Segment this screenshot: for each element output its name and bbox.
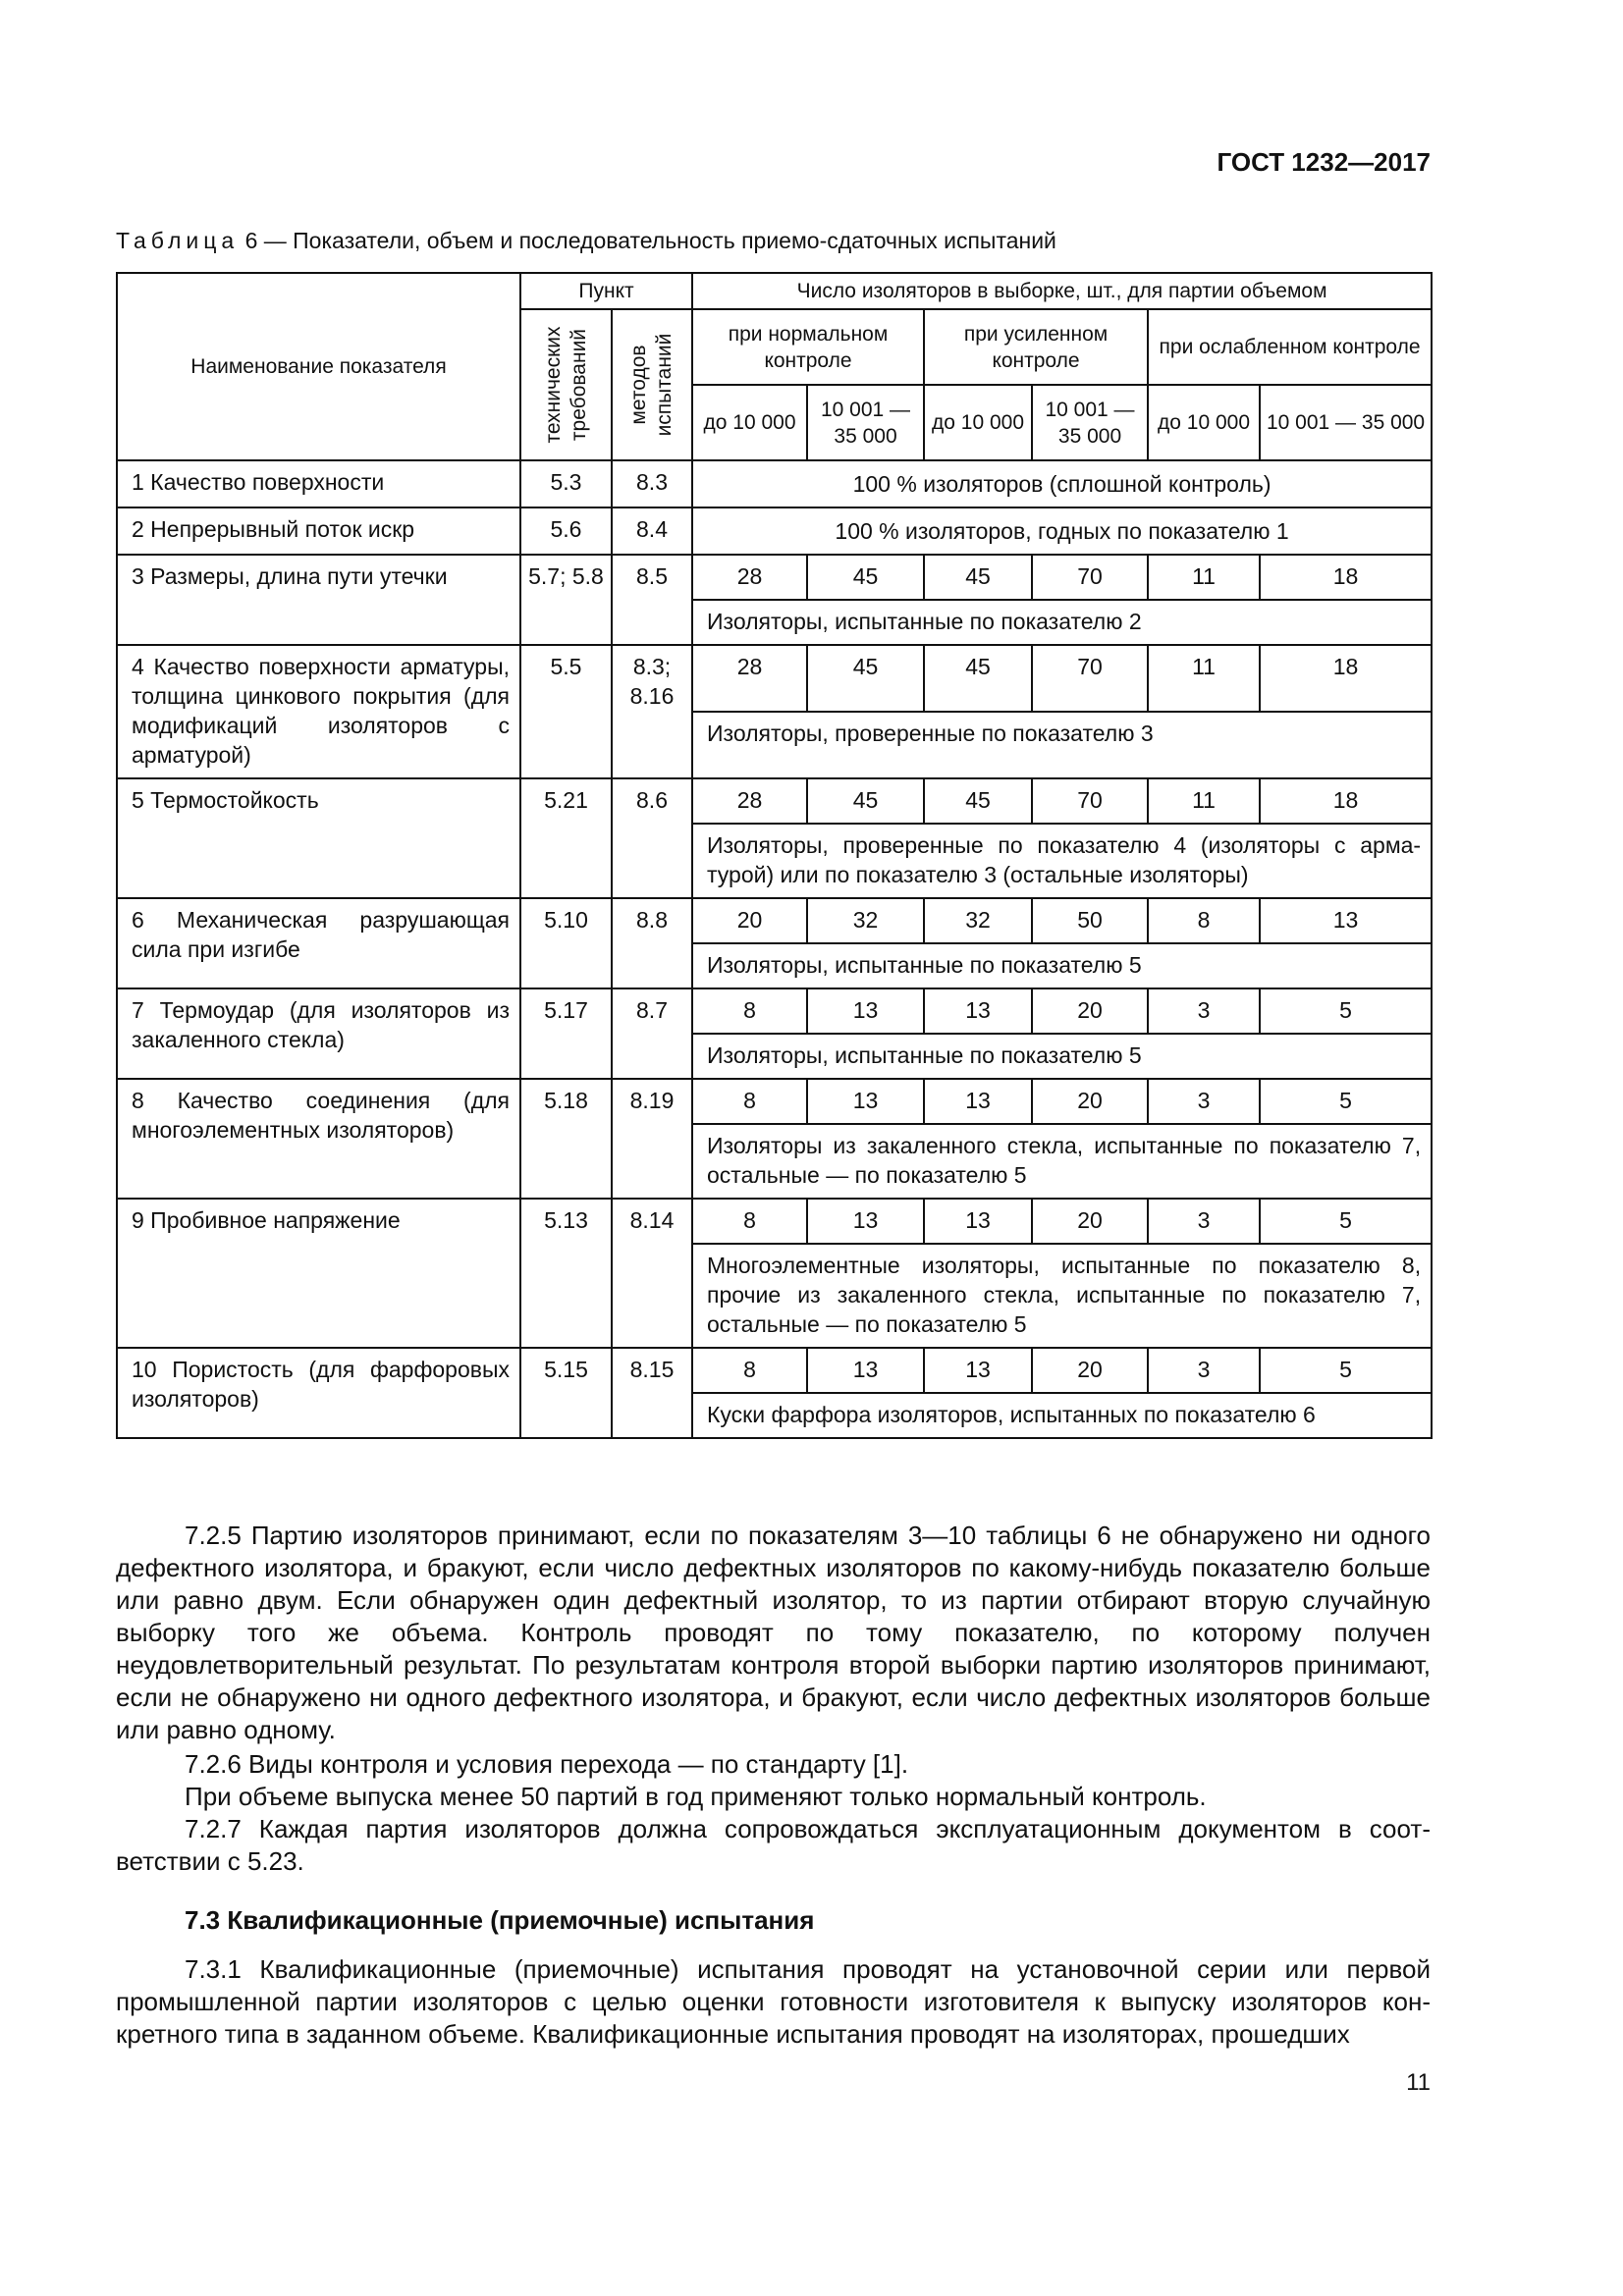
row-sample-count: 45 [924, 555, 1032, 600]
row-sample-note: Изоляторы, испытанные по показателю 2 [692, 600, 1432, 645]
row-sample-count: 13 [924, 1348, 1032, 1393]
row-sample-count: 8 [692, 988, 807, 1034]
row-sample-count: 20 [692, 898, 807, 943]
row-sample-count: 3 [1148, 1348, 1260, 1393]
row-indicator-name: 8 Качество соединения (для многоэлементных изоляторов) [117, 1079, 520, 1199]
header-tightened-control: при усиленном контроле [924, 309, 1148, 385]
table-row [117, 898, 1432, 943]
header-range-large: 10 001 — 35 000 [1260, 385, 1432, 460]
row-sample-count: 8 [1148, 898, 1260, 943]
row-sample-count: 8 [692, 1079, 807, 1124]
row-requirement-clause: 5.10 [520, 898, 612, 988]
row-method-clause: 8.19 [612, 1079, 692, 1199]
row-sample-count: 13 [807, 1348, 924, 1393]
header-reduced-control: при ослабленном контроле [1148, 309, 1432, 385]
row-indicator-name: 6 Механическая разрушающая сила при изгибе [117, 898, 520, 988]
row-indicator-name: 7 Термоудар (для изоляторов из закаленного стекла) [117, 988, 520, 1079]
header-item-requirements: технических требований [520, 309, 612, 460]
paragraph-7-2-5: 7.2.5 Партию изоляторов принимают, если по показателям 3—10 таблицы 6 не обнаружено ни одного дефектного изолятора, и бракуют, если число дефектных изоляторов по какому-нибудь показателю больше или равно двум. Если обнаружен один дефектный изолятор, то из партии отбирают вторую случайную выборку того же объема. Контроль проводят по тому показателю, по которому получен неудовлетворительный результат. По результатам контроля второй выборки партию изоляторов принимают, если не обнаружено ни одного дефектного изолятора, и бракуют, если число дефектных изоляторов больше или равно одному. [116, 1521, 1431, 1744]
row-sample-count: 32 [807, 898, 924, 943]
table-caption-text: 6 — Показатели, объем и последовательность приемо-сдаточных испытаний [244, 228, 1056, 253]
header-normal-control: при нормальном контроле [692, 309, 924, 385]
row-sample-note: 100 % изоляторов (сплошной контроль) [692, 460, 1432, 507]
row-method-clause: 8.5 [612, 555, 692, 645]
row-sample-count: 11 [1148, 555, 1260, 600]
row-sample-count: 20 [1032, 1348, 1148, 1393]
row-indicator-name: 5 Термостойкость [117, 778, 520, 898]
row-sample-note: Изоляторы, испытанные по показателю 5 [692, 1034, 1432, 1079]
header-range-small: до 10 000 [692, 385, 807, 460]
row-sample-count: 13 [1260, 898, 1432, 943]
header-item: Пункт [520, 273, 692, 309]
row-sample-count: 20 [1032, 988, 1148, 1034]
row-sample-count: 5 [1260, 988, 1432, 1034]
table-row [117, 778, 1432, 824]
row-sample-count: 45 [924, 778, 1032, 824]
row-method-clause: 8.6 [612, 778, 692, 898]
table-row [117, 555, 1432, 600]
row-sample-count: 3 [1148, 1199, 1260, 1244]
table-row [117, 645, 1432, 712]
row-sample-count: 8 [692, 1199, 807, 1244]
row-sample-count: 20 [1032, 1079, 1148, 1124]
row-sample-note: Изоляторы из закаленного стекла, испытанные по показателю 7, остальные — по показателю 5 [692, 1124, 1432, 1199]
table-row [117, 507, 1432, 555]
row-sample-count: 45 [924, 645, 1032, 712]
row-sample-count: 32 [924, 898, 1032, 943]
table-row [117, 460, 1432, 507]
row-method-clause: 8.14 [612, 1199, 692, 1348]
row-requirement-clause: 5.15 [520, 1348, 612, 1438]
row-method-clause: 8.7 [612, 988, 692, 1079]
row-sample-count: 3 [1148, 988, 1260, 1034]
row-sample-count: 11 [1148, 645, 1260, 712]
row-requirement-clause: 5.13 [520, 1199, 612, 1348]
header-range-large: 10 001 — 35 000 [807, 385, 924, 460]
row-sample-count: 45 [807, 645, 924, 712]
table-row [117, 1079, 1432, 1124]
header-range-large: 10 001 — 35 000 [1032, 385, 1148, 460]
row-sample-note: Многоэлементные изоляторы, испытанные по показателю 8, прочие из закаленного стекла, испытанные по показателю 7, остальные — по показателю 5 [692, 1244, 1432, 1348]
row-sample-count: 70 [1032, 778, 1148, 824]
row-sample-count: 18 [1260, 778, 1432, 824]
row-sample-count: 45 [807, 555, 924, 600]
row-sample-count: 5 [1260, 1079, 1432, 1124]
row-requirement-clause: 5.5 [520, 645, 612, 778]
standard-number: ГОСТ 1232—2017 [1217, 147, 1431, 177]
row-sample-count: 18 [1260, 555, 1432, 600]
header-range-small: до 10 000 [924, 385, 1032, 460]
row-indicator-name: 10 Пористость (для фарфоровых изоляторов) [117, 1348, 520, 1438]
row-sample-count: 11 [1148, 778, 1260, 824]
row-method-clause: 8.3 [612, 460, 692, 507]
row-sample-count: 20 [1032, 1199, 1148, 1244]
row-sample-count: 28 [692, 778, 807, 824]
header-sample-count: Число изоляторов в выборке, шт., для партии объемом [692, 273, 1432, 309]
section-heading-7-3: 7.3 Квалификационные (приемочные) испытания [185, 1905, 815, 1935]
row-sample-count: 13 [924, 988, 1032, 1034]
row-indicator-name: 1 Качество поверхности [117, 460, 520, 507]
row-sample-note: Изоляторы, проверенные по показателю 3 [692, 712, 1432, 778]
table-row [117, 1199, 1432, 1244]
table-caption-label: Таблица [116, 228, 240, 253]
row-sample-count: 70 [1032, 645, 1148, 712]
table-caption [116, 228, 1056, 254]
row-requirement-clause: 5.6 [520, 507, 612, 555]
row-sample-note: Изоляторы, испытанные по показателю 5 [692, 943, 1432, 988]
row-sample-count: 13 [807, 1079, 924, 1124]
row-sample-note: Изоляторы, проверенные по показателю 4 (изоляторы с арматурой) или по показателю 3 (остальные изоляторы) [692, 824, 1432, 898]
paragraph-7-2-7: 7.2.7 Каждая партия изоляторов должна сопровождаться эксплуатационным документом в соответствии с 5.23. [116, 1814, 1431, 1876]
row-sample-count: 50 [1032, 898, 1148, 943]
row-sample-count: 28 [692, 555, 807, 600]
row-sample-count: 28 [692, 645, 807, 712]
table-6 [116, 272, 1433, 1439]
row-sample-count: 13 [807, 988, 924, 1034]
row-sample-count: 8 [692, 1348, 807, 1393]
row-requirement-clause: 5.7; 5.8 [520, 555, 612, 645]
row-requirement-clause: 5.3 [520, 460, 612, 507]
paragraph-7-2-6: 7.2.6 Виды контроля и условия перехода — по стандарту [1]. [185, 1749, 909, 1779]
row-indicator-name: 9 Пробивное напряжение [117, 1199, 520, 1348]
row-method-clause: 8.15 [612, 1348, 692, 1438]
row-sample-note: 100 % изоляторов, годных по показателю 1 [692, 507, 1432, 555]
header-range-small: до 10 000 [1148, 385, 1260, 460]
row-requirement-clause: 5.18 [520, 1079, 612, 1199]
table-row [117, 988, 1432, 1034]
row-indicator-name: 4 Качество поверхности арматуры, толщина цинкового покрытия (для модификаций изоляторов с арматурой) [117, 645, 520, 778]
header-indicator-name: Наименование показателя [117, 273, 520, 460]
row-sample-count: 45 [807, 778, 924, 824]
row-indicator-name: 2 Непрерывный поток искр [117, 507, 520, 555]
row-sample-count: 13 [807, 1199, 924, 1244]
row-sample-count: 18 [1260, 645, 1432, 712]
row-sample-count: 13 [924, 1199, 1032, 1244]
row-sample-count: 70 [1032, 555, 1148, 600]
row-sample-note: Куски фарфора изоляторов, испытанных по показателю 6 [692, 1393, 1432, 1438]
row-method-clause: 8.8 [612, 898, 692, 988]
row-sample-count: 5 [1260, 1199, 1432, 1244]
table-row [117, 1348, 1432, 1393]
row-method-clause: 8.3; 8.16 [612, 645, 692, 778]
row-method-clause: 8.4 [612, 507, 692, 555]
row-sample-count: 13 [924, 1079, 1032, 1124]
paragraph-7-3-1: 7.3.1 Квалификационные (приемочные) испытания проводят на установочной серии или первой промышленной партии изоляторов с целью оценки готовности изготовителя к выпуску изоляторов конкретного типа в заданном объеме. Квалификационные испытания проводят на изоляторах, прошедших [116, 1954, 1431, 2049]
row-sample-count: 5 [1260, 1348, 1432, 1393]
row-requirement-clause: 5.17 [520, 988, 612, 1079]
header-item-methods: методов испытаний [612, 309, 692, 460]
page-number: 11 [1406, 2069, 1431, 2096]
paragraph-7-2-6-note: При объеме выпуска менее 50 партий в год применяют только нормальный контроль. [185, 1782, 1207, 1811]
row-indicator-name: 3 Размеры, длина пути утечки [117, 555, 520, 645]
row-requirement-clause: 5.21 [520, 778, 612, 898]
row-sample-count: 3 [1148, 1079, 1260, 1124]
